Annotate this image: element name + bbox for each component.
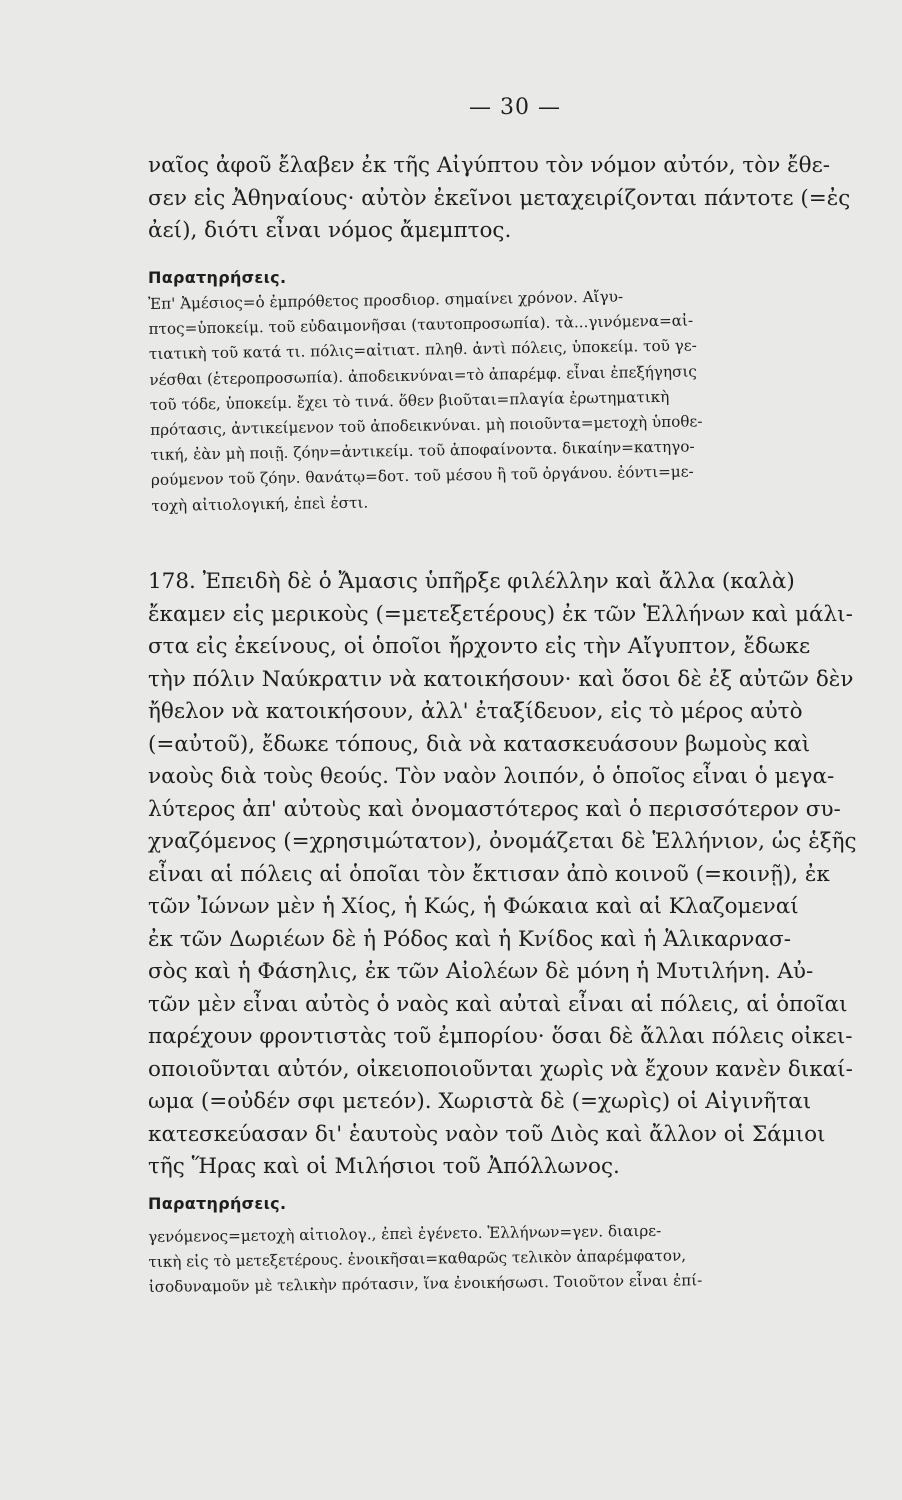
text-line: τὴν πόλιν Ναύκρατιν νὰ κατοικήσουν· καὶ ὅσοι δὲ ἐξ αὐτῶν δὲν bbox=[148, 666, 854, 692]
note-line: νέσθαι (ἑτεροπροσωπία). ἀποδεικνύναι=τὸ ἀπαρέμφ. εἶναι ἐπεξήγησις bbox=[149, 361, 697, 389]
text-line: τῶν μὲν εἶναι αὐτὸς ὁ ναὸς καὶ αὐταὶ εἶναι αἱ πόλεις, αἱ ὁποῖαι bbox=[148, 991, 848, 1017]
note-line: τική, ἐὰν μὴ ποιῇ. ζόην=ἀντικείμ. τοῦ ἀποφαίνοντα. δικαίην=κατηγο- bbox=[150, 437, 695, 465]
note-line: τοῦ τόδε, ὑποκείμ. ἔχει τὸ τινά. ὅθεν βιοῦται=πλαγία ἐρωτηματικὴ bbox=[149, 387, 670, 414]
note-line: τοχὴ αἰτιολογική, ἐπεὶ ἐστι. bbox=[151, 493, 369, 515]
page-number: — 30 — bbox=[469, 95, 561, 120]
text-line: εἶναι αἱ πόλεις αἱ ὁποῖαι τὸν ἔκτισαν ἀπὸ κοινοῦ (=κοινῇ), ἐκ bbox=[148, 861, 830, 887]
text-line: στα εἰς ἐκείνους, οἱ ὁποῖοι ἤρχοντο εἰς τὴν Αἴγυπτον, ἔδωκε bbox=[148, 634, 811, 659]
note-line: ἰσοδυναμοῦν μὲ τελικὴν πρότασιν, ἵνα ἐνοικήσωσι. Τοιοῦτον εἶναι ἐπί- bbox=[148, 1271, 703, 1297]
notes-block bbox=[148, 281, 881, 519]
notes-heading: Παρατηρήσεις. bbox=[148, 268, 287, 287]
paragraph-continued bbox=[148, 150, 878, 248]
text-line: τῆς Ἥρας καὶ οἱ Μιλήσιοι τοῦ Ἀπόλλωνος. bbox=[148, 1154, 620, 1179]
note-line: πτος=ὑποκείμ. τοῦ εὐδαιμονῆσαι (ταυτοπροσωπία). τὰ...γινόμενα=αἰ- bbox=[148, 311, 694, 339]
text-line: σεν εἰς Ἀθηναίους· αὐτὸν ἐκεῖνοι μεταχειρίζονται πάντοτε (=ἐς bbox=[148, 185, 851, 211]
note-line: πρότασις, ἀντικείμενον τοῦ ἀποδεικνύναι. μὴ ποιοῦντα=μετοχὴ ὑποθε- bbox=[150, 412, 703, 439]
note-line: τικὴ εἰς τὸ μετεξετέρους. ἐνοικῆσαι=καθαρῶς τελικὸν ἀπαρέμφατον, bbox=[148, 1246, 687, 1272]
text-line: ἤθελον νὰ κατοικήσουν, ἀλλ' ἐταξίδευον, εἰς τὸ μέρος αὐτὸ bbox=[148, 699, 803, 724]
text-line: ωμα (=οὐδέν σφι μετεόν). Χωριστὰ δὲ (=χωρὶς) οἱ Αἰγινῆται bbox=[148, 1089, 812, 1114]
text-line: σὸς καὶ ἡ Φάσηλις, ἐκ τῶν Αἰολέων δὲ μόνη ἡ Μυτιλήνη. Αὐ- bbox=[148, 959, 814, 984]
paragraph-178 bbox=[148, 566, 878, 1184]
text-line: κατεσκεύασαν δι' ἑαυτοὺς ναὸν τοῦ Διὸς καὶ ἄλλον οἱ Σάμιοι bbox=[148, 1121, 826, 1147]
note-line: τιατικὴ τοῦ κατά τι. πόλις=αἰτιατ. πληθ. ἀντὶ πόλεις, ὑποκείμ. τοῦ γε- bbox=[148, 336, 697, 364]
text-line: χναζόμενος (=χρησιμώτατον), ὀνομάζεται δὲ Ἑλλήνιον, ὡς ἑξῆς bbox=[148, 829, 857, 854]
text-line: παρέχουν φροντιστὰς τοῦ ἐμπορίου· ὅσαι δὲ ἄλλαι πόλεις οἰκει- bbox=[148, 1024, 853, 1049]
text-line: ναοὺς διὰ τοὺς θεούς. Τὸν ναὸν λοιπόν, ὁ ὁποῖος εἶναι ὁ μεγα- bbox=[148, 764, 835, 789]
text-line: (=αὐτοῦ), ἔδωκε τόπους, διὰ νὰ κατασκευάσουν βωμοὺς καὶ bbox=[148, 731, 811, 757]
text-line: οποιοῦνται αὐτόν, οἰκειοποιοῦνται χωρὶς νὰ ἔχουν κανὲν δικαί- bbox=[148, 1056, 853, 1082]
text-line: λύτερος ἀπ' αὐτοὺς καὶ ὀνομαστότερος καὶ ὁ περισσότερον συ- bbox=[148, 796, 841, 822]
notes-heading: Παρατηρήσεις. bbox=[148, 1194, 287, 1213]
note-line: ρούμενον τοῦ ζόην. θανάτῳ=δοτ. τοῦ μέσου ἢ τοῦ ὀργάνου. ἐόντι=με- bbox=[150, 462, 694, 490]
text-line: τῶν Ἰώνων μὲν ἡ Χίος, ἡ Κώς, ἡ Φώκαια καὶ αἱ Κλαζομεναί bbox=[148, 894, 799, 919]
note-line: Ἐπ' Ἀμέσιος=ὁ ἐμπρόθετος προσδιορ. σημαίνει χρόνον. Αἴγυ- bbox=[148, 287, 624, 313]
text-line: ἔκαμεν εἰς μερικοὺς (=μετεξετέρους) ἐκ τῶν Ἑλλήνων καὶ μάλι- bbox=[148, 601, 853, 627]
text-line: ναῖος ἀφοῦ ἔλαβεν ἐκ τῆς Αἰγύπτου τὸν νόμον αὐτόν, τὸν ἔθε- bbox=[148, 153, 830, 178]
note-line: γενόμενος=μετοχὴ αἰτιολογ., ἐπεὶ ἐγένετο. Ἑλλήνων=γεν. διαιρε- bbox=[148, 1221, 662, 1246]
text-line: ἀεί), διότι εἶναι νόμος ἄμεμπτος. bbox=[148, 218, 512, 243]
notes-block bbox=[148, 1216, 879, 1301]
text-line: ἐκ τῶν Δωριέων δὲ ἡ Ρόδος καὶ ἡ Κνίδος καὶ ἡ Ἁλικαρνασ- bbox=[148, 926, 791, 952]
text-line: 178. Ἐπειδὴ δὲ ὁ Ἄμασις ὑπῆρξε φιλέλλην καὶ ἄλλα (καλὰ) bbox=[148, 569, 795, 594]
